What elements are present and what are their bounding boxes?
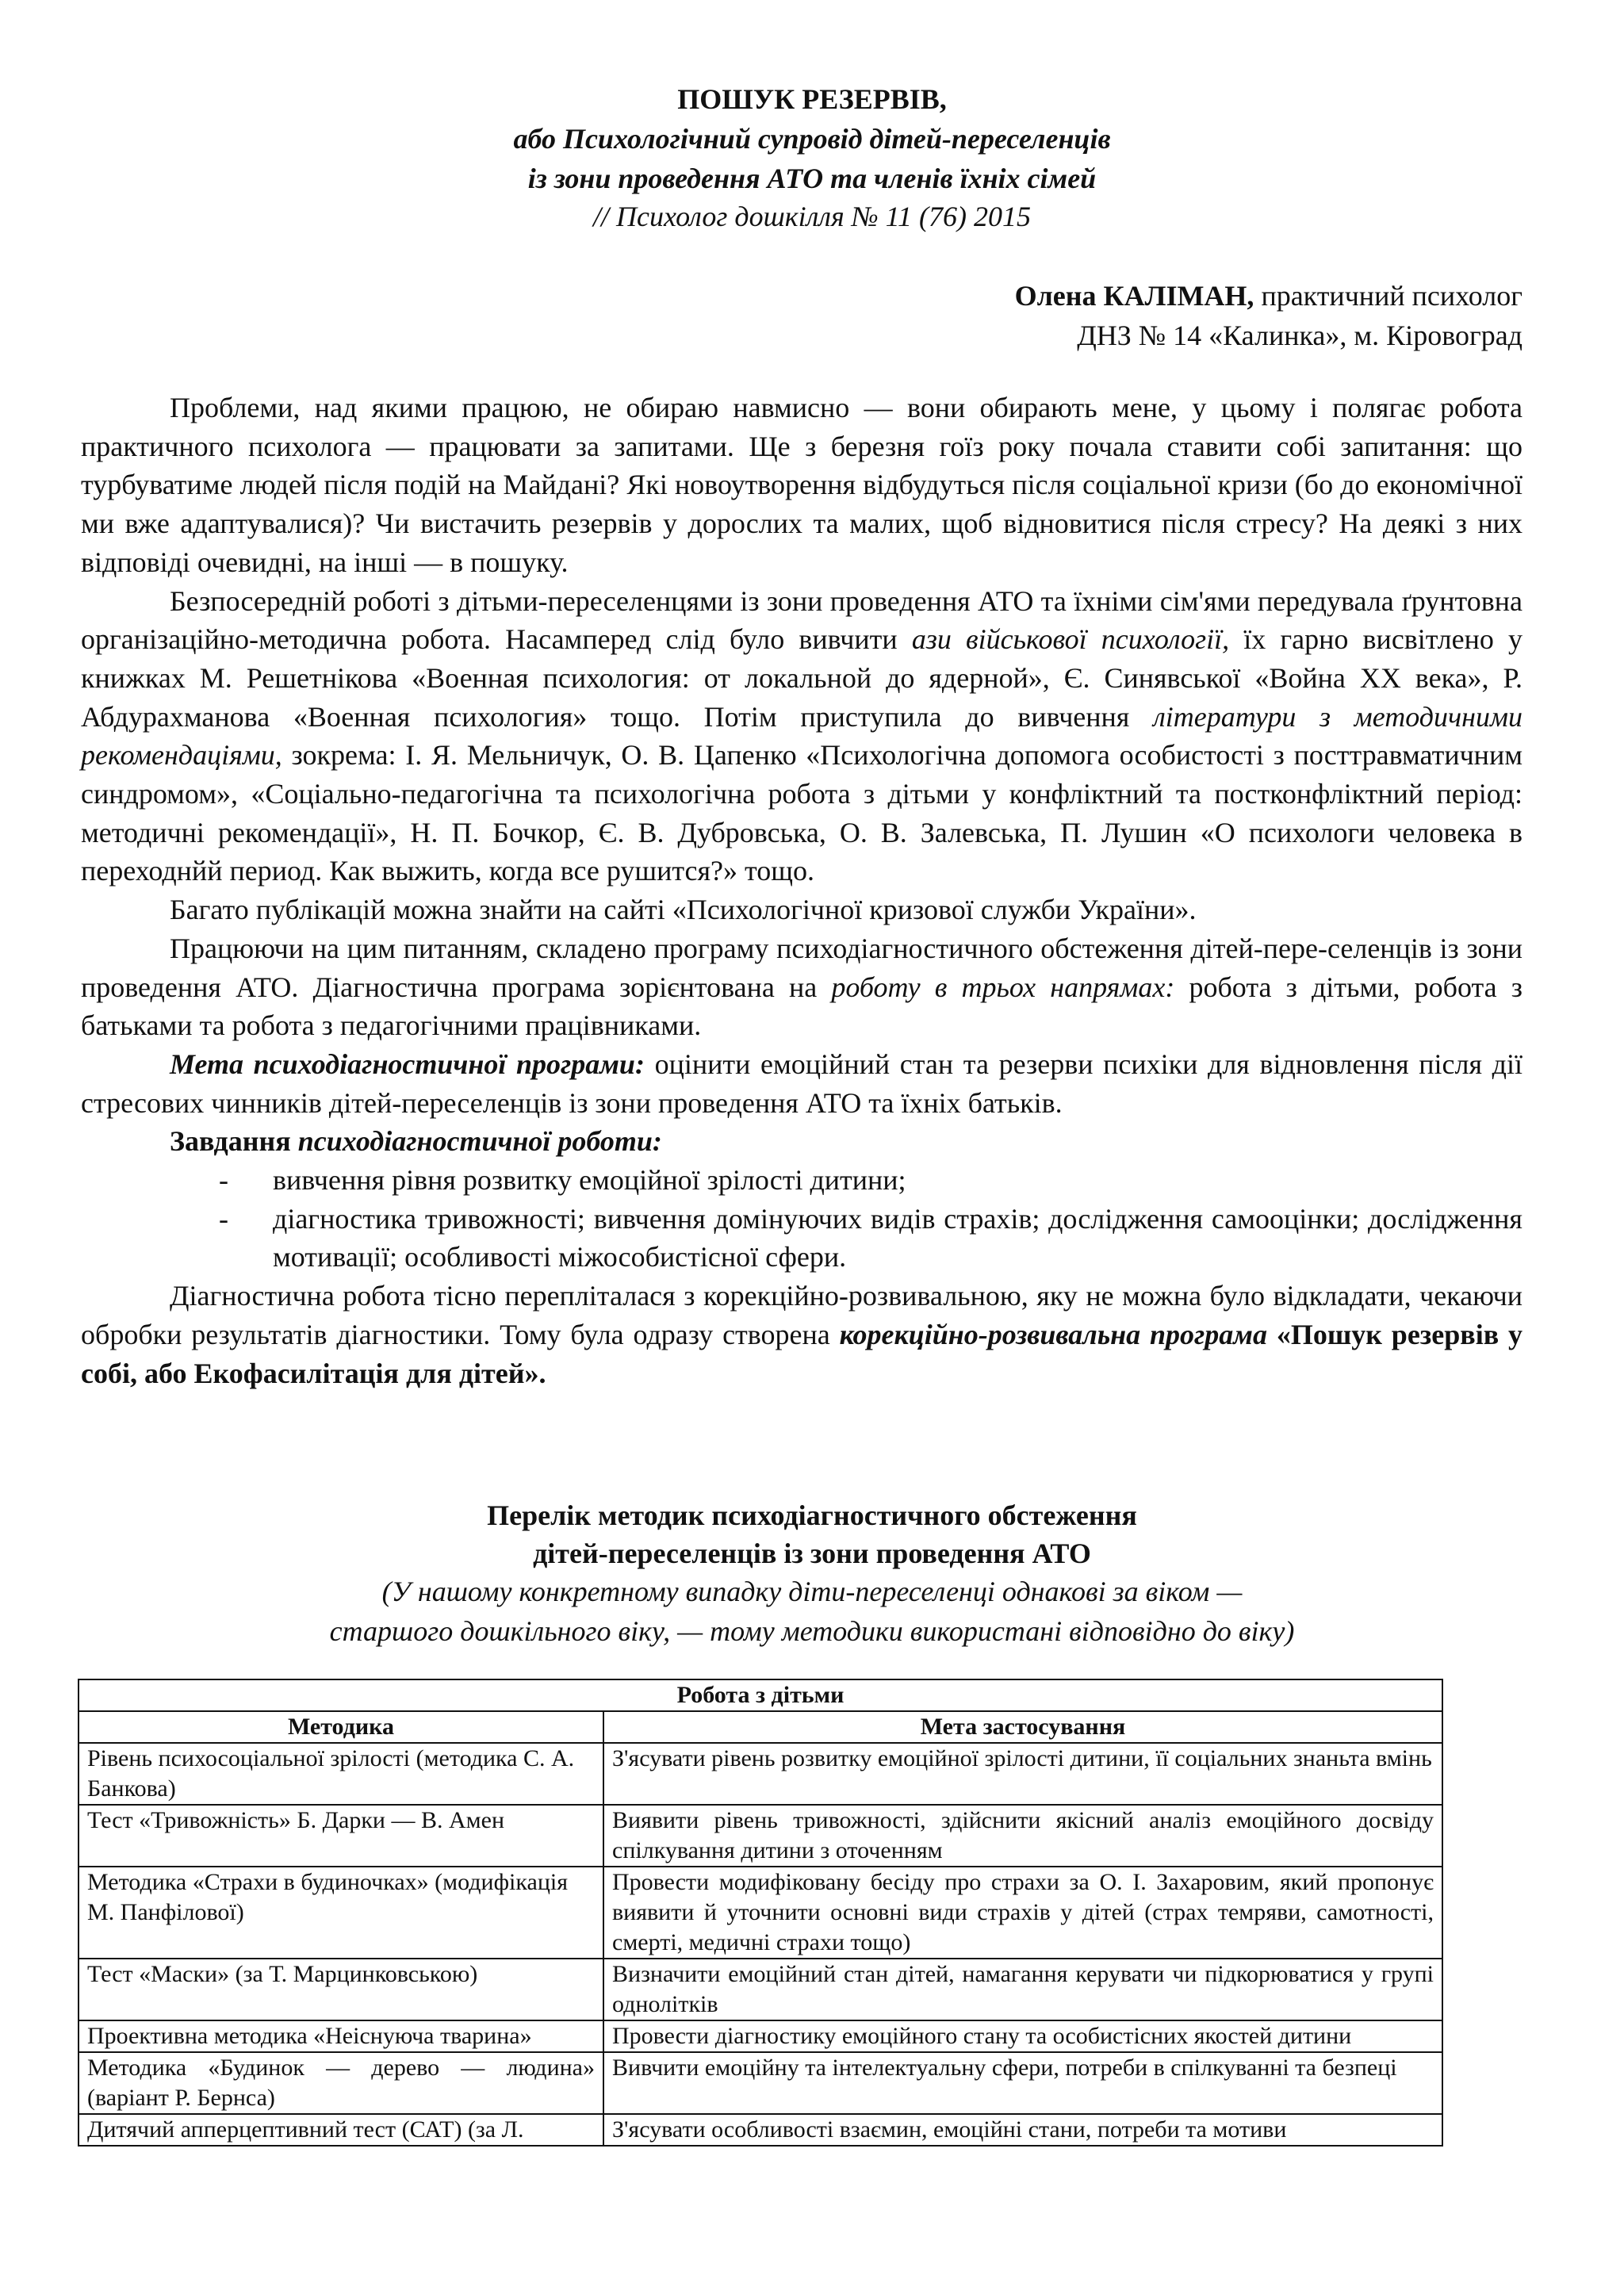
document-source: // Психолог дошкілля № 11 (76) 2015 (593, 201, 1031, 232)
table-cell-goal: Провести модифіковану бесіду про страхи за О. І. Захаровим, який пропонує виявити й уточнити основні види страхів у дітей (страх темряви, самотності, смерті, медичні страхи тощо) (603, 1867, 1442, 1959)
table-row (79, 1867, 1442, 1959)
list-item (81, 1161, 1522, 1200)
table-cell-method: Дитячий апперцептивний тест (САТ) (за Л. (79, 2114, 603, 2146)
table-cell-goal: Вивчити емоційну та інтелектуальну сфери, потреби в спілкуванні та безпеці (603, 2052, 1442, 2114)
paragraph-2-text-a: Безпосередній роботі з дітьми-переселенцями із зони проведення АТО та їхніми сім'ями передувала ґрунтовна організаційно-методична робота. Насамперед слід було вивчити (81, 584, 1522, 656)
table-header-row (79, 1711, 1442, 1743)
list-item (81, 1200, 1522, 1277)
section-note-line1: (У нашому конкретному випадку діти-переселенці однакові за віком — (381, 1576, 1243, 1607)
table-row (79, 2052, 1442, 2114)
table-row (79, 2114, 1442, 2146)
table-row (79, 1743, 1442, 1805)
table-cell-goal: З'ясувати рівень розвитку емоційної зрілості дитини, її соціальних знаньта вмінь (603, 1743, 1442, 1805)
paragraph-3: Багато публікацій можна знайти на сайті «Психологічної кризової служби України». (170, 894, 1197, 926)
table-row (79, 1805, 1442, 1867)
paragraph-6-bold: «Пошук резервів у собі, або Екофасилітація для дітей». (81, 1318, 1522, 1389)
paragraph-2-text-c: зокрема: І. Я. Мельничук, О. В. Цапенко «Психологічна допомога особистості з посттравматичним синдромом», «Соціально-педагогічна та психологічна робота з дітьми у конфліктний та постконфліктний період: методичні рекомендації», Н. П. Бочкор, Є. В. Дубровська, О. В. Залевська, П. Лушин «О психологи человека в переходнйй период. Как выжить, когда все рушится?» тощо. (81, 739, 1522, 887)
list-item-text: вивчення рівня розвитку емоційної зрілості дитини; (273, 1164, 906, 1197)
author-line (1015, 276, 1522, 316)
paragraph-6-text-a: Діагностична робота тісно перепліталася з корекційно-розвивальною, яку не можна було відкладати, чекаючи обробки результатів діагностики. Тому була одразу створена (81, 1280, 1522, 1350)
paragraph-5-text: оцінити емоційний стан та резерви психіки для відновлення після дії стресових чинників дітей-переселенців із зони проведення АТО та їхніх батьків. (81, 1047, 1522, 1119)
paragraph-2-text-b: їх гарно висвітлено у книжках М. Решетнікова «Военная психология: от локальной до ядерной», Є. Синявської «Война XX века», Р. Абдурахманова «Военная психология» тощо. Потім приступила до вивчення (81, 623, 1522, 733)
table-cell-method: Методика «Страхи в будиночках» (модифікація М. Панфілової) (79, 1867, 603, 1959)
paragraph-4-text-b: робота з дітьми, робота з батьками та робота з педагогічними працівниками. (81, 971, 1522, 1042)
paragraph-2-italic-a: ази військової психології, (911, 623, 1230, 656)
table-row (79, 1959, 1442, 2020)
paragraph-2-italic-b: літератури з методичними рекомендаціями, (81, 700, 1522, 772)
paragraph-6 (81, 1277, 1522, 1392)
section-title-line1: Перелік методик психодіагностичного обстеження (487, 1499, 1137, 1531)
list-dash: - (219, 1202, 228, 1235)
tasks-heading (81, 1122, 1522, 1161)
list-item-text: діагностика тривожності; вивчення домінуючих видів страхів; дослідження самооцінки; дослідження мотивації; особливості міжособистісної сфери. (273, 1202, 1522, 1273)
table-cell-method: Методика «Будинок — дерево — людина» (варіант Р. Бернса) (79, 2052, 603, 2114)
paragraph-5 (81, 1045, 1522, 1122)
document-subtitle-line1: або Психологічний супровід дітей-переселенців (513, 123, 1111, 155)
author-role: практичний психолог (1254, 280, 1522, 312)
paragraph-5-bold-italic: Мета психодіагностичної програми: (170, 1047, 645, 1080)
author-name: Олена КАЛІМАН, (1014, 280, 1254, 312)
table-group-header-row (79, 1679, 1442, 1711)
paragraph-4 (81, 929, 1522, 1045)
document-title: ПОШУК РЕЗЕРВІВ, (677, 83, 947, 115)
table-cell-goal: Провести діагностику емоційного стану та особистісних якостей дитини (603, 2020, 1442, 2052)
methods-table (78, 1679, 1443, 2147)
tasks-heading-bold: Завдання (170, 1125, 298, 1158)
table-header-goal: Мета застосування (603, 1711, 1442, 1743)
table-cell-goal: Виявити рівень тривожності, здійснити якісний аналіз емоційного досвіду спілкування дитини з оточенням (603, 1805, 1442, 1867)
paragraph-2 (81, 582, 1522, 891)
list-dash: - (219, 1164, 228, 1197)
table-group-header: Робота з дітьми (79, 1679, 1442, 1711)
table-cell-method: Проективна методика «Неіснуюча тварина» (79, 2020, 603, 2052)
table-header-method: Методика (79, 1711, 603, 1743)
paragraph-1: Проблеми, над якими працюю, не обираю навмисно — вони обирають мене, у цьому і полягає робота практичного психолога — працювати за запитами. Ще з березня гоїз року почала ставити собі запитання: що турбуватиме людей після подій на Майдані? Які новоутворення відбудуться після соціальної кризи (бо до економічної ми вже адаптувалися)? Чи вистачить резервів у дорослих та малих, щоб відновитися після стресу? На деякі з них відповіді очевидні, на інші — в пошуку. (81, 392, 1522, 578)
table-cell-method: Тест «Тривожність» Б. Дарки — В. Амен (79, 1805, 603, 1867)
table-row (79, 2020, 1442, 2052)
paragraph-4-text-a: Працюючи на цим питанням, складено програму психодіагностичного обстеження дітей-пере-селенців із зони проведення АТО. Діагностична програма зорієнтована на (81, 932, 1522, 1003)
table-cell-method: Рівень психосоціальної зрілості (методика С. А. Банкова) (79, 1743, 603, 1805)
author-org: ДНЗ № 14 «Калинка», м. Кіровоград (1077, 320, 1522, 351)
paragraph-4-italic: роботу в трьох напрямах: (831, 971, 1175, 1003)
paragraph-6-bold-italic: корекційно-розвивальна програма (839, 1318, 1267, 1350)
document-subtitle-line2: із зони проведення АТО та членів їхніх сімей (527, 163, 1097, 194)
table-cell-method: Тест «Маски» (за Т. Марцинковською) (79, 1959, 603, 2020)
table-cell-goal: Визначити емоційний стан дітей, намагання керувати чи підкорюватися у групі однолітків (603, 1959, 1442, 2020)
body-text (81, 389, 1522, 1392)
tasks-heading-bold-italic: психодіагностичної роботи: (297, 1125, 662, 1158)
table-cell-goal: З'ясувати особливості взаємин, емоційні стани, потреби та мотиви (603, 2114, 1442, 2146)
section-note-line2: старшого дошкільного віку, — тому методики використані відповідно до віку) (329, 1615, 1295, 1647)
section-title-line2: дітей-переселенців із зони проведення АТО (533, 1538, 1091, 1569)
